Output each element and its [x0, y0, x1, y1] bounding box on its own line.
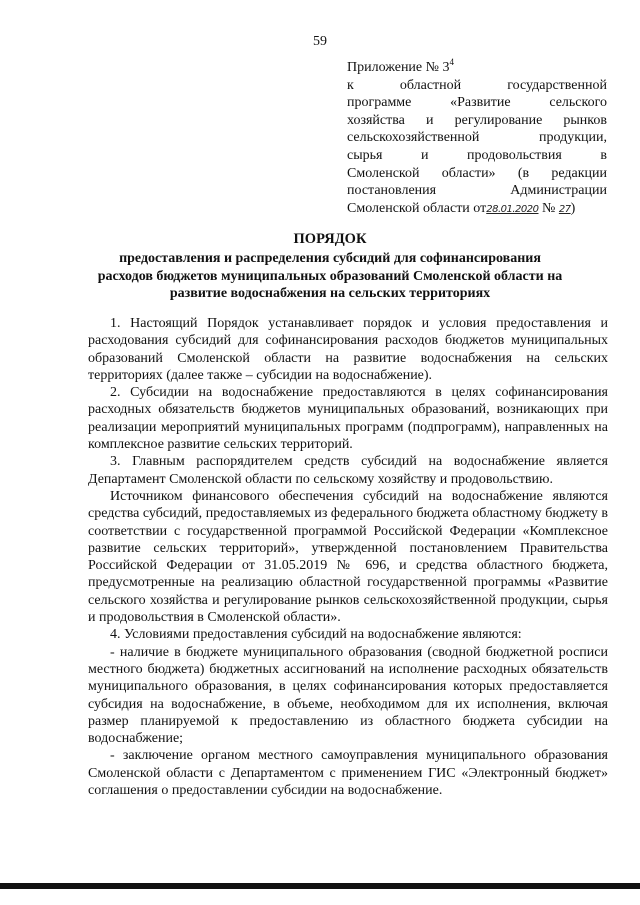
paragraph: 3. Главным распорядителем средств субсидий на водоснабжение является Департамент Смоленской области по сельскому хозяйству и продовольствию. [88, 454, 608, 487]
appendix-line: сырья и продовольствия в [347, 147, 607, 163]
appendix-line: хозяйства и регулирование рынков [347, 112, 607, 128]
document-body [88, 315, 608, 799]
subtitle-line: расходов бюджетов муниципальных образований Смоленской области на [97, 268, 563, 284]
document-subtitle [70, 250, 590, 303]
subtitle-line: предоставления и распределения субсидий для софинансирования [119, 251, 541, 266]
handwritten-number: 27 [558, 203, 571, 215]
paragraph: - наличие в бюджете муниципального образования (сводной бюджетной росписи местного бюджета) бюджетных ассигнований на исполнение расходных обязательств муниципального образования, в целях софинансирования которых предоставляется субсидия на водоснабжение, в объеме, необходимом для их исполнения, включая размер планируемой к предоставлению из областного бюджета субсидии на водоснабжение; [88, 644, 608, 747]
appendix-line: Смоленской области» (в редакции [347, 165, 607, 181]
appendix-last-line: Смоленской области от28.01.2020 № 27) [347, 200, 576, 216]
paragraph: - заключение органом местного самоуправления муниципального образования Смоленской области с Департаментом с применением ГИС «Электронный бюджет» соглашения о предоставлении субсидии на водоснабжение. [88, 748, 608, 799]
appendix-title: Приложение № $3^4$ [347, 57, 454, 75]
appendix-line: программе «Развитие сельского [347, 95, 607, 111]
paragraph: 4. Условиями предоставления субсидий на водоснабжение являются: [110, 627, 522, 643]
appendix-line: постановления Администрации [347, 183, 607, 199]
handwritten-date: 28.01.2020 [486, 203, 539, 215]
paragraph: 1. Настоящий Порядок устанавливает порядок и условия предоставления и расходования субсидий для софинансирования расходов бюджетов муниципальных образований Смоленской области на развитие водоснабжения на сельских территориях (далее также – субсидии на водоснабжение). [88, 316, 608, 383]
appendix-note [347, 54, 607, 218]
subtitle-line: развитие водоснабжения на сельских территориях [169, 286, 491, 301]
bottom-rule [0, 883, 640, 889]
paragraph: Источником финансового обеспечения субсидий на водоснабжение являются средства субсидий, предоставляемых из федерального бюджета областному бюджету в соответствии с государственной программой Российской Федерации «Комплексное развитие сельских территорий», утвержденной постановлением Правительства Российской Федерации от 31.05.2019 № 696, и средства областного бюджета, предусмотренные на реализацию областной государственной программы «Развитие сельского хозяйства и регулирование рынков сельскохозяйственной продукции, сырья и продовольствия в Смоленской области». [88, 488, 608, 626]
appendix-line: к областной государственной [347, 77, 607, 93]
document-title: ПОРЯДОК [293, 231, 367, 247]
page-number: 59 [313, 34, 327, 49]
paragraph: 2. Субсидии на водоснабжение предоставляются в целях софинансирования расходных обязательств бюджетов муниципальных образований, возникающих при реализации мероприятий муниципальных программ (подпрограмм), направленных на комплексное развитие сельских территорий. [88, 385, 608, 453]
appendix-line: сельскохозяйственной продукции, [347, 130, 607, 146]
